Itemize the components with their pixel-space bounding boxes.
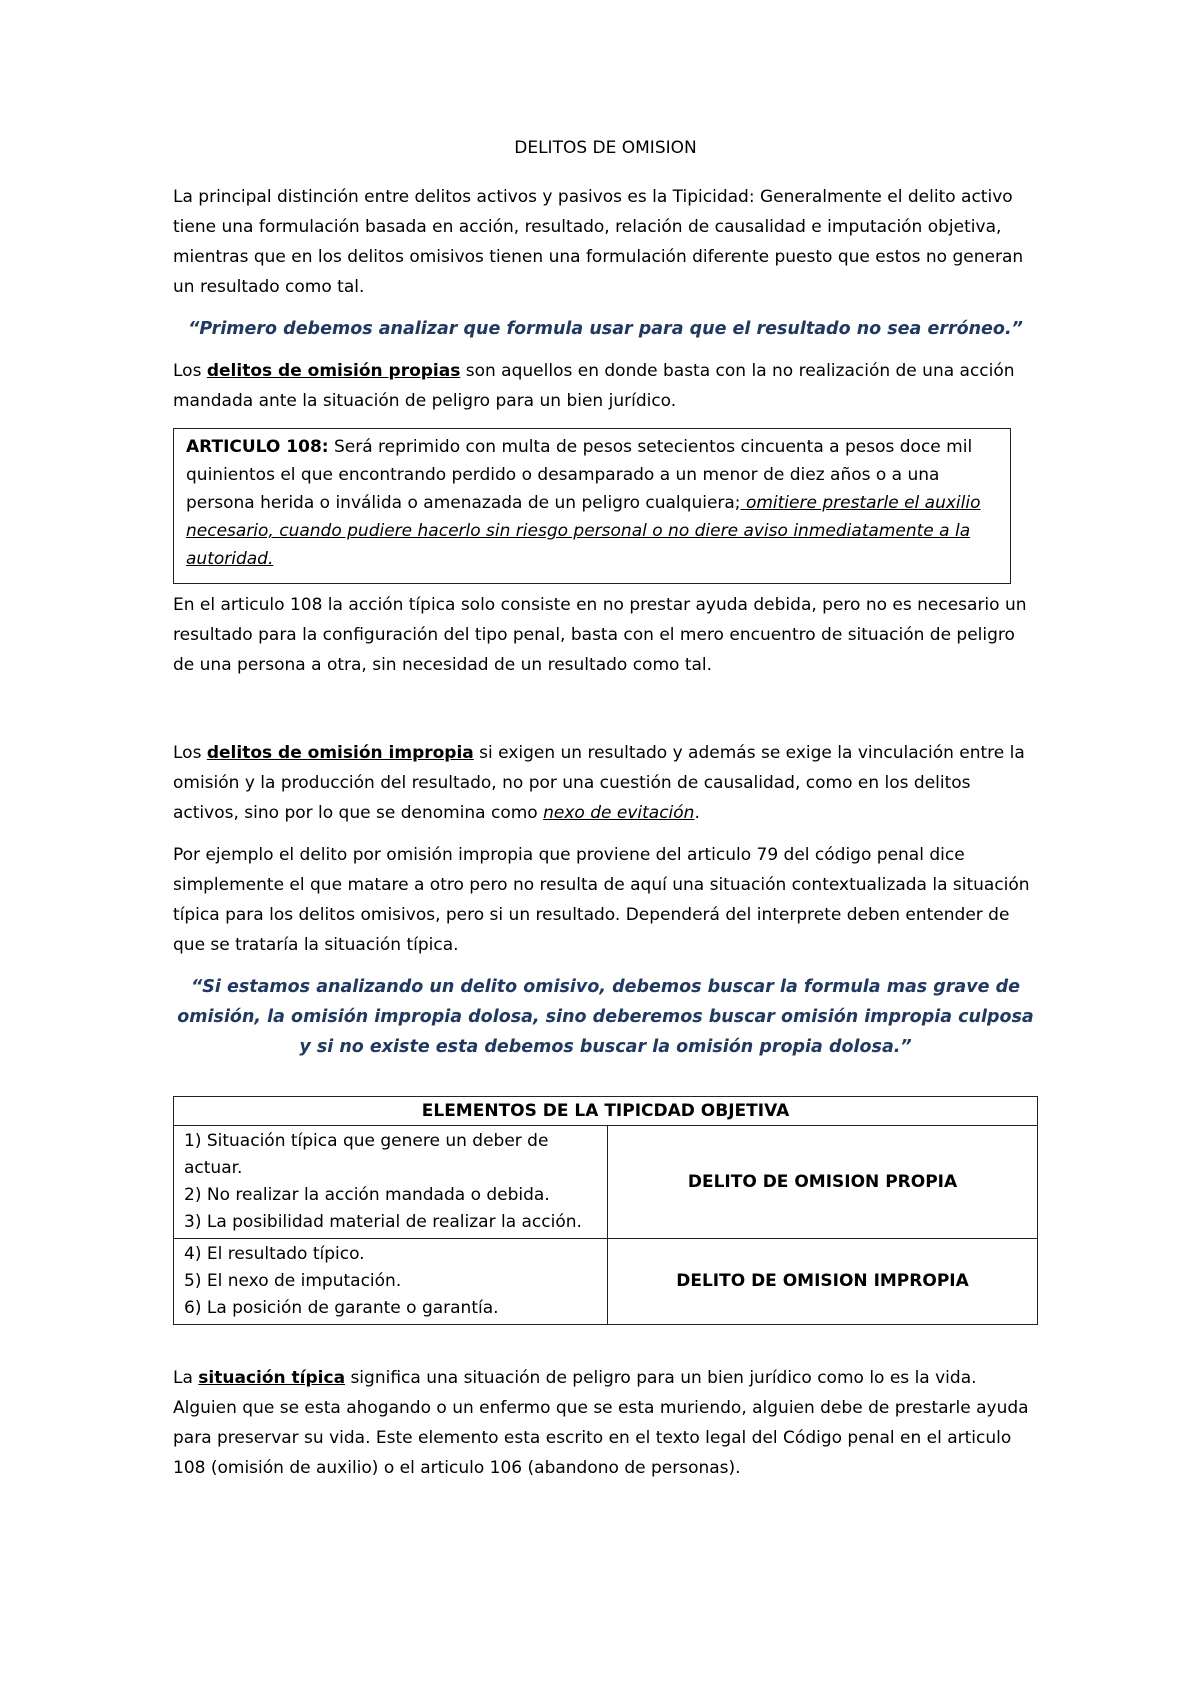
elements-list-propia	[174, 1126, 608, 1239]
situacion-tipica-prefix: La	[173, 1368, 199, 1388]
elements-list-impropia	[174, 1239, 608, 1325]
situacion-tipica-paragraph	[173, 1363, 1038, 1483]
quote-formula: “Primero debemos analizar que formula usar para que el resultado no sea erróneo.”	[188, 319, 1023, 339]
article-108-label: ARTICULO 108	[186, 437, 322, 457]
omision-propia-paragraph	[173, 356, 1038, 416]
omision-impropia-prefix: Los	[173, 743, 207, 763]
element-item: 4) El resultado típico.	[184, 1244, 365, 1264]
quote-omission-order: “Si estamos analizando un delito omisivo, debemos buscar la formula mas grave de omisión, la omisión impropia dolosa, sino deberemos buscar omisión impropia culposa y si no existe esta debemos buscar la omisión propia dolosa.”	[177, 977, 1034, 1057]
omision-propia-label: DELITO DE OMISION PROPIA	[608, 1126, 1038, 1239]
element-item: 6) La posición de garante o garantía.	[184, 1298, 499, 1318]
omision-impropia-term: delitos de omisión impropia	[206, 743, 474, 763]
table-header: ELEMENTOS DE LA TIPICDAD OBJETIVA	[174, 1097, 1038, 1126]
element-item: 2) No realizar la acción mandada o debida.	[184, 1185, 550, 1205]
nexo-evitacion-term: nexo de evitación	[543, 803, 695, 823]
article-108-underlined-text: omitiere prestarle el auxilio necesario, cuando pudiere hacerlo sin riesgo personal o no diere aviso inmediatamente a la autoridad.	[186, 493, 981, 569]
omision-impropia-text: si exigen un resultado y además se exige la vinculación entre la omisión y la producción del resultado, no por una cuestión de causalidad, como en los delitos activos, sino por lo que se denomina como	[173, 743, 1025, 823]
element-item: 3) La posibilidad material de realizar la acción.	[184, 1212, 582, 1232]
omision-propia-term: delitos de omisión propias	[206, 361, 461, 381]
table-header-row	[174, 1097, 1038, 1126]
element-item: 5) El nexo de imputación.	[184, 1271, 402, 1291]
intro-paragraph: La principal distinción entre delitos activos y pasivos es la Tipicidad: Generalmente el delito activo tiene una formulación basada en acción, resultado, relación de causalidad e imputación objetiva, mientras que en los delitos omisivos tienen una formulación diferente puesto que estos no generan un resultado como tal.	[173, 187, 1024, 297]
omision-propia-prefix: Los	[173, 361, 207, 381]
article-108-colon: :	[321, 437, 329, 457]
omision-propia-text: son aquellos en donde basta con la no realización de una acción mandada ante la situación de peligro para un bien jurídico.	[173, 361, 1015, 411]
situacion-tipica-text: significa una situación de peligro para un bien jurídico como lo es la vida. Alguien que se esta ahogando o un enfermo que se esta muriendo, alguien debe de prestarle ayuda para preservar su vida. Este elemento esta escrito en el texto legal del Código penal en el articulo 108 (omisión de auxilio) o el articulo 106 (abandono de personas).	[173, 1368, 1029, 1478]
table-row	[174, 1126, 1038, 1239]
table-row	[174, 1239, 1038, 1325]
article-108-text: Será reprimido con multa de pesos setecientos cincuenta a pesos doce mil quinientos el que encontrando perdido o desamparado a un menor de diez años o a una persona herida o inválida o amenazada de un peligro cualquiera;	[186, 437, 973, 513]
article-108-box	[173, 428, 1011, 584]
article-108-explanation: En el articulo 108 la acción típica solo consiste en no prestar ayuda debida, pero no es necesario un resultado para la configuración del tipo penal, basta con el mero encuentro de situación de peligro de una persona a otra, sin necesidad de un resultado como tal.	[173, 595, 1027, 675]
spacer	[173, 692, 1038, 738]
situacion-tipica-term: situación típica	[198, 1368, 346, 1388]
omision-impropia-end: .	[694, 803, 700, 823]
example-paragraph: Por ejemplo el delito por omisión impropia que proviene del articulo 79 del código penal dice simplemente el que matare a otro pero no resulta de aquí una situación contextualizada la situación típica para los delitos omisivos, pero si un resultado. Dependerá del interprete deben entender de que se trataría la situación típica.	[173, 845, 1030, 955]
omision-impropia-label: DELITO DE OMISION IMPROPIA	[608, 1239, 1038, 1325]
element-item: 1) Situación típica que genere un deber de actuar.	[184, 1131, 549, 1178]
omision-impropia-paragraph	[173, 738, 1038, 828]
elements-table	[173, 1096, 1038, 1325]
document-title: DELITOS DE OMISION	[514, 138, 697, 158]
document-content	[173, 138, 1038, 1495]
